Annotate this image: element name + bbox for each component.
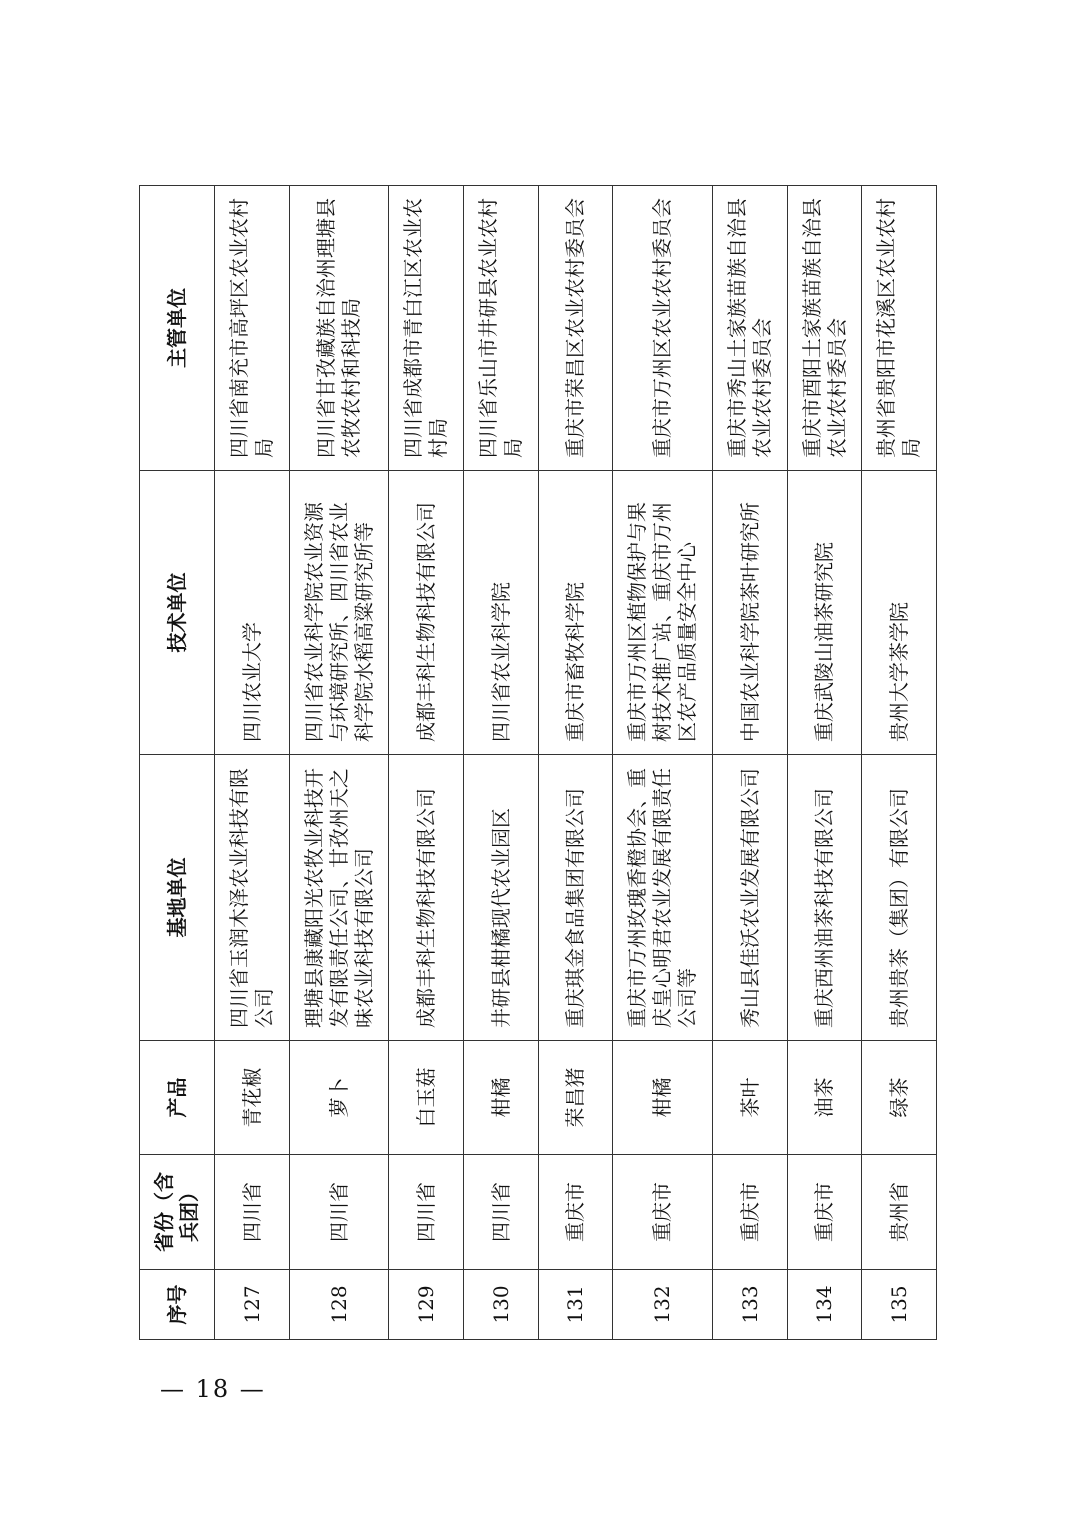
header-province: 省份（含兵团） — [140, 1155, 215, 1270]
header-base-unit: 基地单位 — [140, 755, 215, 1041]
table-row — [215, 186, 290, 1340]
base-unit-table — [139, 185, 937, 1340]
header-admin-unit: 主管单位 — [140, 186, 215, 471]
cell-base-unit: 重庆琪金食品集团有限公司 — [539, 755, 613, 1041]
cell-product: 青花椒 — [215, 1041, 290, 1155]
cell-row-number: 130 — [464, 1270, 539, 1340]
header-no: 序号 — [140, 1270, 215, 1340]
cell-base-unit: 成都丰科生物科技有限公司 — [389, 755, 464, 1041]
table-row — [464, 186, 539, 1340]
cell-tech-unit: 重庆市万州区植物保护与果树技术推广站、重庆市万州区农产品质量安全中心 — [613, 471, 713, 755]
cell-admin-unit: 重庆市荣昌区农业农村委员会 — [539, 186, 613, 471]
cell-product: 柑橘 — [464, 1041, 539, 1155]
cell-base-unit: 重庆西州油茶科技有限公司 — [788, 755, 862, 1041]
page-number: — 18 — — [160, 1375, 266, 1403]
cell-tech-unit: 重庆武陵山油茶研究院 — [788, 471, 862, 755]
cell-base-unit: 贵州贵茶（集团）有限公司 — [862, 755, 937, 1041]
cell-admin-unit: 重庆市万州区农业农村委员会 — [613, 186, 713, 471]
cell-tech-unit: 四川农业大学 — [215, 471, 290, 755]
cell-province: 四川省 — [389, 1155, 464, 1270]
table-header-row — [140, 186, 215, 1340]
cell-row-number: 133 — [713, 1270, 788, 1340]
cell-tech-unit: 重庆市畜牧科学院 — [539, 471, 613, 755]
table-row — [862, 186, 937, 1340]
cell-row-number: 131 — [539, 1270, 613, 1340]
cell-province: 重庆市 — [788, 1155, 862, 1270]
cell-base-unit: 秀山县佳沃农业发展有限公司 — [713, 755, 788, 1041]
header-tech-unit: 技术单位 — [140, 471, 215, 755]
cell-province: 重庆市 — [539, 1155, 613, 1270]
cell-province: 重庆市 — [713, 1155, 788, 1270]
table-row — [613, 186, 713, 1340]
cell-admin-unit: 四川省乐山市井研县农业农村局 — [464, 186, 539, 471]
cell-tech-unit: 贵州大学茶学院 — [862, 471, 937, 755]
cell-row-number: 127 — [215, 1270, 290, 1340]
cell-admin-unit: 四川省成都市青白江区农业农村局 — [389, 186, 464, 471]
cell-tech-unit: 四川省农业科学院 — [464, 471, 539, 755]
table-row — [539, 186, 613, 1340]
header-product: 产品 — [140, 1041, 215, 1155]
cell-row-number: 128 — [290, 1270, 389, 1340]
cell-tech-unit: 四川省农业科学院农业资源与环境研究所、四川省农业科学院水稻高粱研究所等 — [290, 471, 389, 755]
cell-product: 绿茶 — [862, 1041, 937, 1155]
table-row — [713, 186, 788, 1340]
rotated-table-container — [139, 186, 936, 1340]
cell-admin-unit: 四川省甘孜藏族自治州理塘县农牧农村和科技局 — [290, 186, 389, 471]
cell-product: 油茶 — [788, 1041, 862, 1155]
cell-product: 柑橘 — [613, 1041, 713, 1155]
cell-base-unit: 井研县柑橘现代农业园区 — [464, 755, 539, 1041]
cell-base-unit: 理塘县康藏阳光农牧业科技开发有限责任公司、甘孜州天之味农业科技有限公司 — [290, 755, 389, 1041]
cell-tech-unit: 成都丰科生物科技有限公司 — [389, 471, 464, 755]
cell-row-number: 134 — [788, 1270, 862, 1340]
cell-row-number: 135 — [862, 1270, 937, 1340]
table-row — [389, 186, 464, 1340]
cell-province: 四川省 — [464, 1155, 539, 1270]
table-row — [788, 186, 862, 1340]
cell-province: 重庆市 — [613, 1155, 713, 1270]
cell-admin-unit: 贵州省贵阳市花溪区农业农村局 — [862, 186, 937, 471]
cell-product: 白玉菇 — [389, 1041, 464, 1155]
cell-base-unit: 四川省玉润木泽农业科技有限公司 — [215, 755, 290, 1041]
cell-admin-unit: 重庆市秀山土家族苗族自治县农业农村委员会 — [713, 186, 788, 471]
cell-row-number: 129 — [389, 1270, 464, 1340]
cell-province: 贵州省 — [862, 1155, 937, 1270]
cell-base-unit: 重庆市万州玫瑰香橙协会、重庆皇心明君农业发展有限责任公司等 — [613, 755, 713, 1041]
cell-product: 荣昌猪 — [539, 1041, 613, 1155]
cell-row-number: 132 — [613, 1270, 713, 1340]
cell-admin-unit: 重庆市酉阳土家族苗族自治县农业农村委员会 — [788, 186, 862, 471]
cell-province: 四川省 — [290, 1155, 389, 1270]
table-row — [290, 186, 389, 1340]
cell-tech-unit: 中国农业科学院茶叶研究所 — [713, 471, 788, 755]
cell-product: 茶叶 — [713, 1041, 788, 1155]
cell-province: 四川省 — [215, 1155, 290, 1270]
cell-admin-unit: 四川省南充市高坪区农业农村局 — [215, 186, 290, 471]
cell-product: 萝卜 — [290, 1041, 389, 1155]
